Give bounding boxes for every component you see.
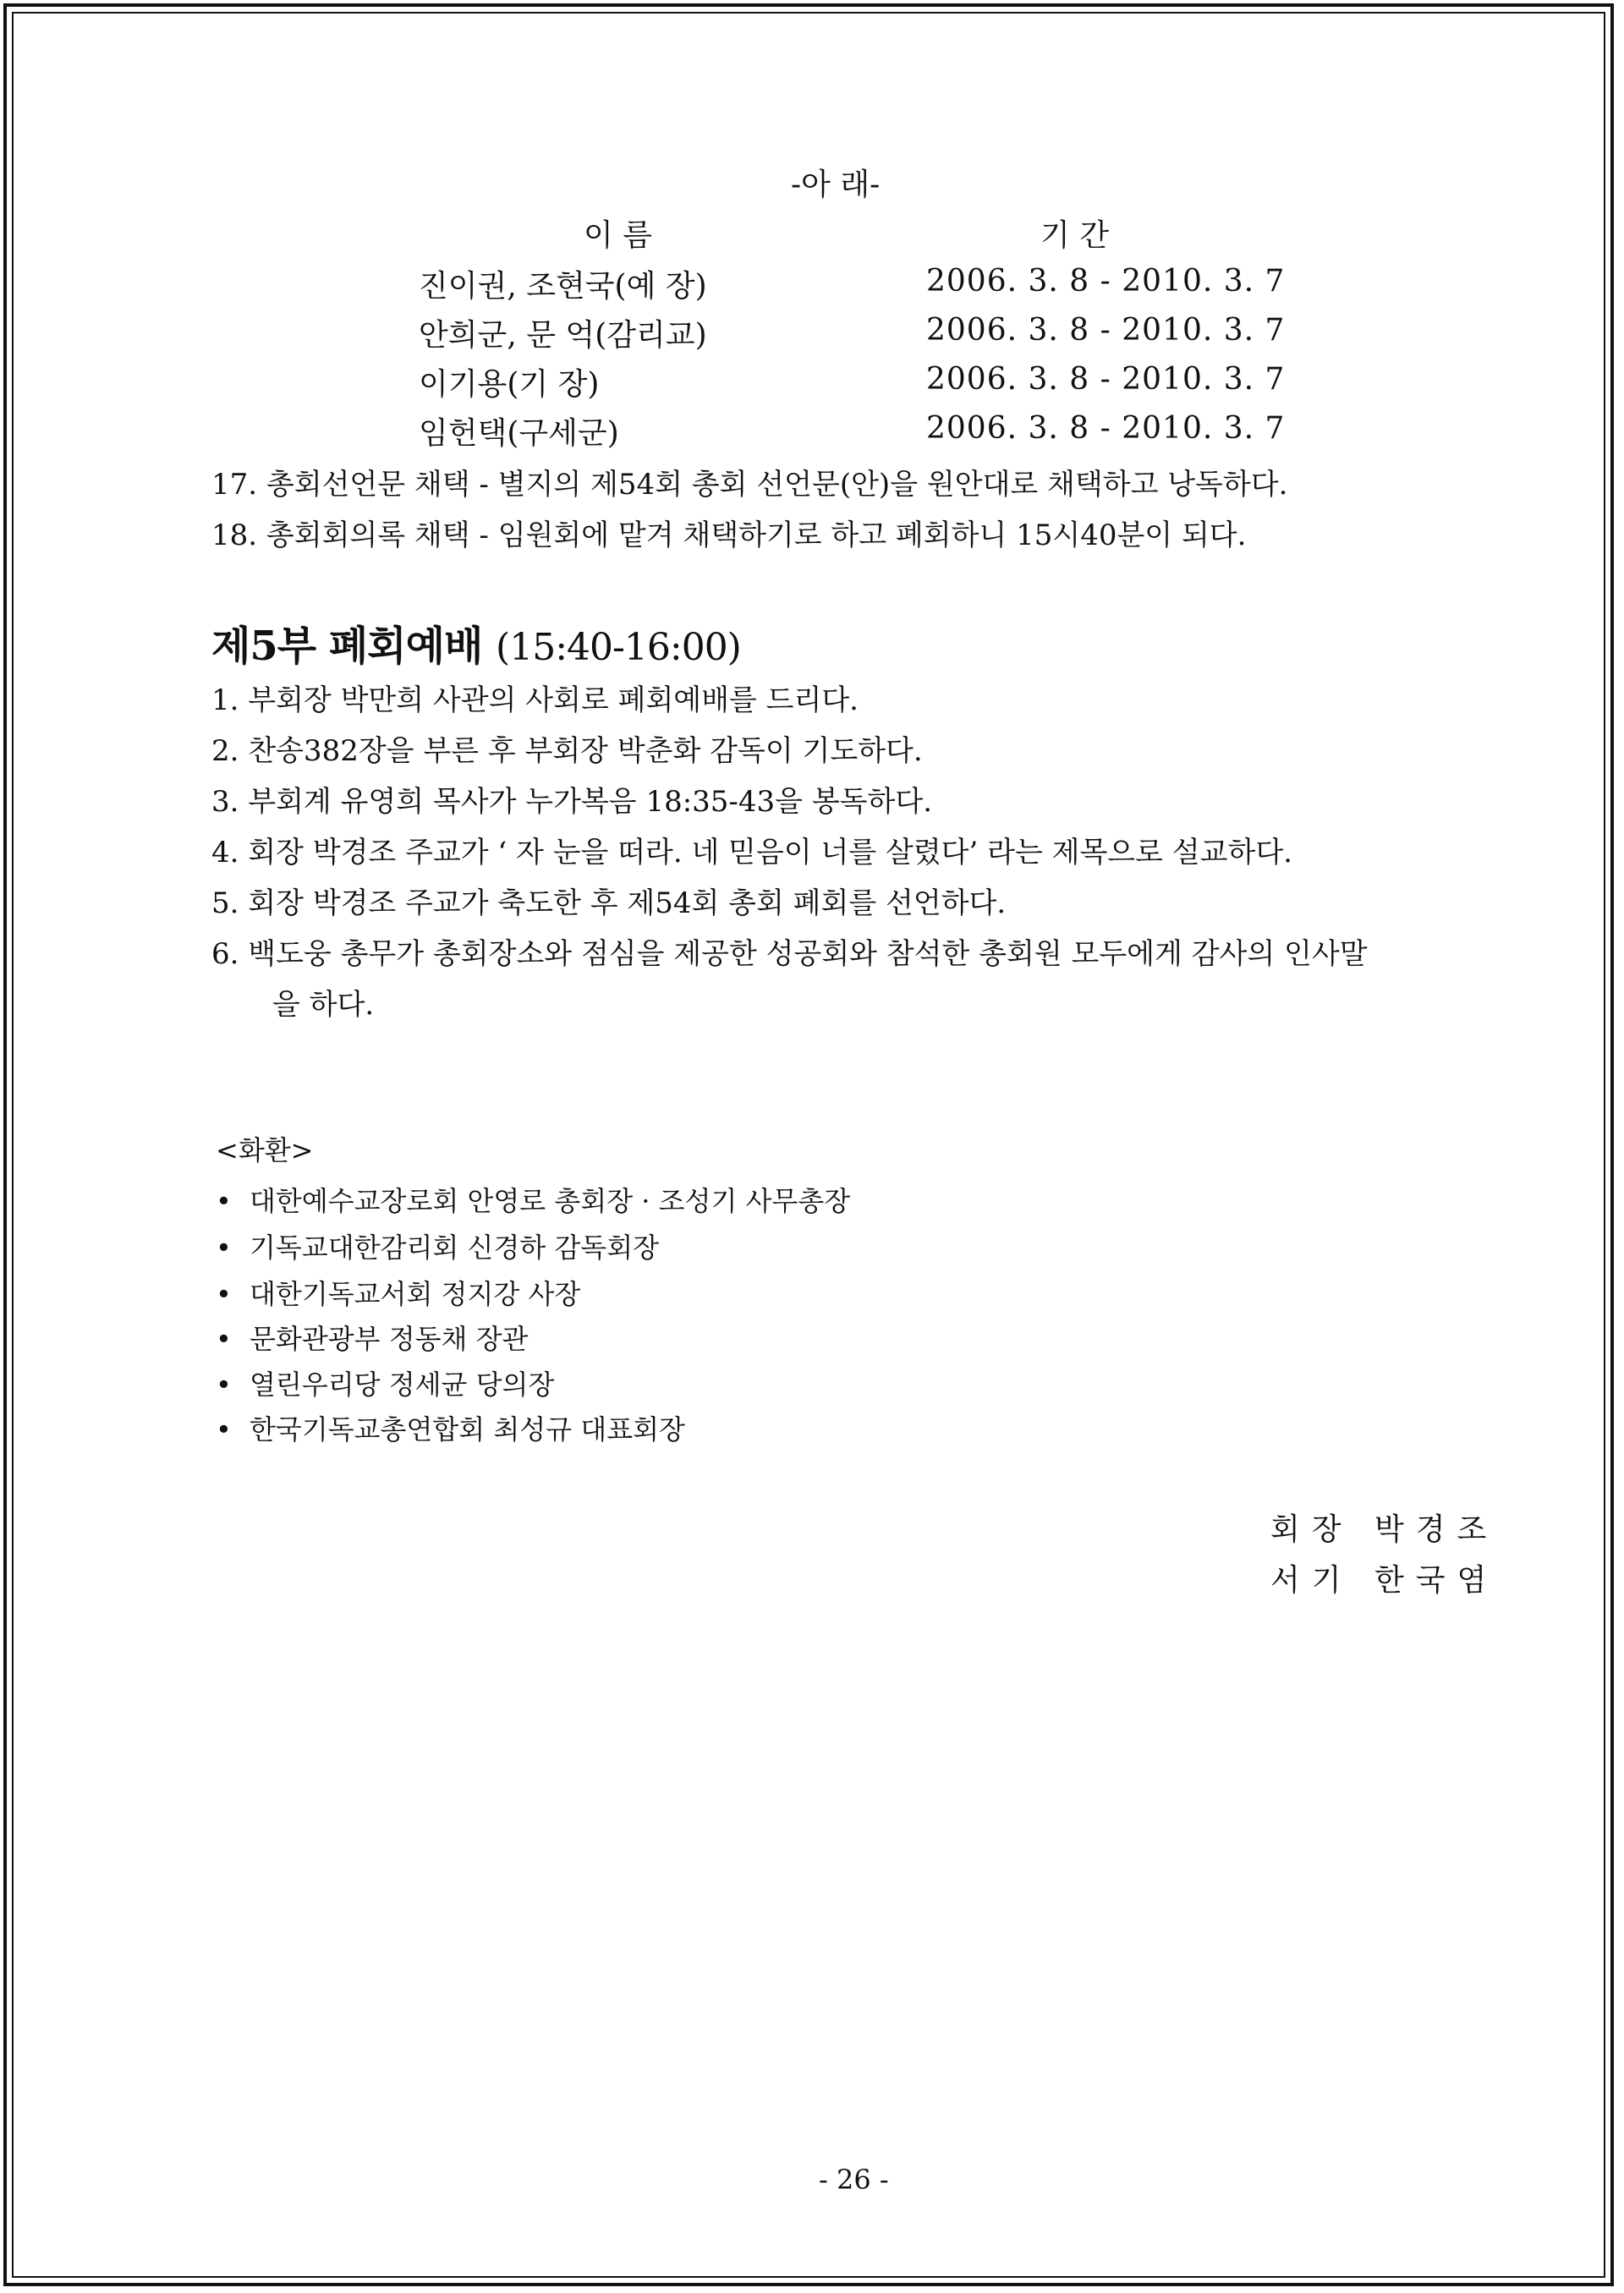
column-header-period: 기 간: [1040, 218, 1109, 253]
wreath-item: • 대한기독교서회 정지강 사장: [216, 1278, 581, 1310]
wreath-item: • 대한예수교장로회 안영로 총회장 · 조성기 사무총장: [216, 1185, 851, 1217]
bullet-icon: •: [216, 1232, 232, 1264]
bullet-icon: •: [216, 1413, 232, 1445]
page-number: - 26 -: [819, 2164, 889, 2196]
service-item-6-continued: 을 하다.: [272, 988, 375, 1022]
table-row-name: 진이권, 조현국(예 장): [419, 269, 707, 304]
table-row-period: 2006. 3. 8 - 2010. 3. 7: [926, 313, 1286, 348]
wreath-title: <화환>: [216, 1134, 314, 1166]
signature-president: 회장 박경조: [1270, 1512, 1499, 1547]
table-row-period: 2006. 3. 8 - 2010. 3. 7: [926, 411, 1286, 446]
section-title: 제5부 폐회예배: [211, 623, 483, 670]
table-row-period: 2006. 3. 8 - 2010. 3. 7: [926, 264, 1286, 299]
wreath-item: • 한국기독교총연합회 최성규 대표회장: [216, 1413, 685, 1445]
table-row-name: 이기용(기 장): [419, 367, 600, 402]
table-row-period: 2006. 3. 8 - 2010. 3. 7: [926, 362, 1286, 397]
bullet-icon: •: [216, 1185, 232, 1217]
wreath-item: • 기독교대한감리회 신경하 감독회장: [216, 1232, 660, 1264]
service-item-1: 1. 부회장 박만희 사관의 사회로 폐회예배를 드리다.: [211, 683, 859, 717]
table-row-name: 임헌택(구세군): [419, 416, 619, 451]
bullet-icon: •: [216, 1323, 232, 1355]
wreath-item: • 열린우리당 정세균 당의장: [216, 1369, 555, 1401]
section-heading: [211, 613, 741, 672]
table-row-name: 안희군, 문 억(감리교): [419, 318, 707, 353]
bullet-icon: •: [216, 1369, 232, 1401]
agenda-item-17: 17. 총회선언문 채택 - 별지의 제54회 총회 선언문(안)을 원안대로 채택하고 낭독하다.: [211, 468, 1288, 502]
section-time: (15:40-16:00): [496, 626, 741, 669]
service-item-5: 5. 회장 박경조 주교가 축도한 후 제54회 총회 폐회를 선언하다.: [211, 886, 1007, 920]
service-item-3: 3. 부회계 유영희 목사가 누가복음 18:35-43을 봉독하다.: [211, 785, 933, 819]
bullet-icon: •: [216, 1278, 232, 1310]
column-header-name: 이 름: [584, 218, 652, 253]
signature-secretary: 서기 한국염: [1270, 1563, 1499, 1598]
agenda-item-18: 18. 총회회의록 채택 - 임원회에 맡겨 채택하기로 하고 폐회하니 15시40분이 되다.: [211, 518, 1247, 552]
wreath-item: • 문화관광부 정동채 장관: [216, 1323, 529, 1355]
service-item-6: 6. 백도웅 총무가 총회장소와 점심을 제공한 성공회와 참석한 총회원 모두에게 감사의 인사말: [211, 937, 1368, 971]
service-item-4: 4. 회장 박경조 주교가 ‘ 자 눈을 떠라. 네 믿음이 너를 살렸다’ 라는 제목으로 설교하다.: [211, 836, 1292, 869]
service-item-2: 2. 찬송382장을 부른 후 부회장 박춘화 감독이 기도하다.: [211, 734, 923, 768]
list-title: -아 래-: [791, 167, 881, 202]
